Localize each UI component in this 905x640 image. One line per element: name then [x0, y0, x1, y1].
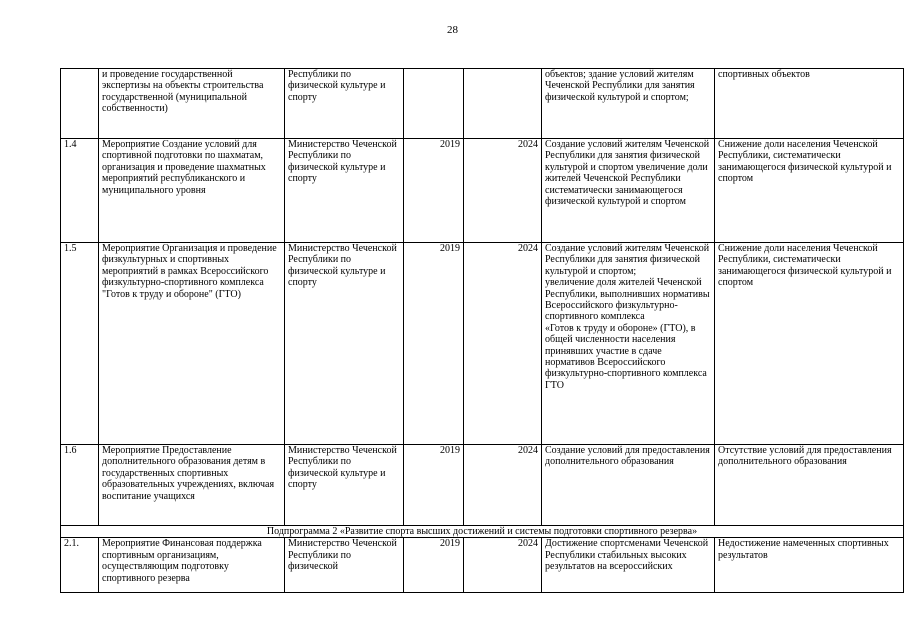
end-year-cell — [464, 69, 542, 139]
row-number-cell — [61, 69, 99, 139]
end-year-cell: 2024 — [464, 243, 542, 445]
expected-result-cell: Создание условий для предоставления дополнительного образования — [542, 445, 715, 526]
event-name-cell: Мероприятие Создание условий для спортивной подготовки по шахматам, организация и проведение шахматных мероприятий республиканского и муниципального уровня — [99, 139, 285, 243]
consequence-cell: Снижение доли населения Чеченской Республики, систематически занимающегося физической культурой и спортом — [715, 139, 904, 243]
executor-cell: Министерство Чеченской Республики по физической — [285, 538, 404, 593]
event-name-cell: Мероприятие Предоставление дополнительного образования детям в государственных спортивных образовательных учреждениях, включая воспитание учащихся — [99, 445, 285, 526]
consequence-cell: Отсутствие условий для предоставления дополнительного образования — [715, 445, 904, 526]
expected-result-cell: Создание условий жителям Чеченской Республики для занятия физической культурой и спортом; увеличение доля жителей Чеченской Республики, выполнивших нормативы Всероссийского физкультурно-спортивного комплекса «Готов к труду и обороне» (ГТО), в общей численности населения принявших участие в сдаче нормативов Всероссийского физкультурно-спортивного комплекса ГТО — [542, 243, 715, 445]
expected-result-cell: Создание условий жителям Чеченской Республики для занятия физической культурой и спортом увеличение доли жителей Чеченской Республики систематически занимающегося физической культурой и спортом — [542, 139, 715, 243]
row-number-cell: 1.4 — [61, 139, 99, 243]
row-number-cell: 2.1. — [61, 538, 99, 593]
executor-cell: Министерство Чеченской Республики по физической культуре и спорту — [285, 445, 404, 526]
row-number-cell: 1.6 — [61, 445, 99, 526]
consequence-cell: Снижение доли населения Чеченской Республики, систематически занимающегося физической культурой и спортом — [715, 243, 904, 445]
start-year-cell — [404, 69, 464, 139]
row-number-cell: 1.5 — [61, 243, 99, 445]
start-year-cell: 2019 — [404, 243, 464, 445]
expected-result-cell: Достижение спортсменами Чеченской Республики стабильных высоких результатов на всероссийских — [542, 538, 715, 593]
event-name-cell: и проведение государственной экспертизы на объекты строительства государственной (муниципальной собственности) — [99, 69, 285, 139]
event-name-cell: Мероприятие Организация и проведение физкультурных и спортивных мероприятий в рамках Всероссийского физкультурно-спортивного комплекса "Готов к труду и обороне" (ГТО) — [99, 243, 285, 445]
subprogram-heading-row — [61, 526, 904, 538]
end-year-cell: 2024 — [464, 445, 542, 526]
start-year-cell: 2019 — [404, 139, 464, 243]
executor-cell: Министерство Чеченской Республики по физической культуре и спорту — [285, 243, 404, 445]
table-row — [61, 139, 904, 243]
event-name-cell: Мероприятие Финансовая поддержка спортивным организациям, осуществляющим подготовку спортивного резерва — [99, 538, 285, 593]
expected-result-cell: объектов; здание условий жителям Чеченской Республики для занятия физической культурой и спортом; — [542, 69, 715, 139]
page-number: 28 — [447, 24, 458, 36]
end-year-cell: 2024 — [464, 139, 542, 243]
executor-cell: Министерство Чеченской Республики по физической культуре и спорту — [285, 139, 404, 243]
program-events-table — [60, 68, 904, 593]
consequence-cell: Недостижение намеченных спортивных результатов — [715, 538, 904, 593]
table-row — [61, 243, 904, 445]
table-row — [61, 445, 904, 526]
executor-cell: Республики по физической культуре и спорту — [285, 69, 404, 139]
end-year-cell: 2024 — [464, 538, 542, 593]
start-year-cell: 2019 — [404, 445, 464, 526]
start-year-cell: 2019 — [404, 538, 464, 593]
consequence-cell: спортивных объектов — [715, 69, 904, 139]
table-row — [61, 69, 904, 139]
table-row — [61, 538, 904, 593]
subprogram-heading: Подпрограмма 2 «Развитие спорта высших достижений и системы подготовки спортивного резерва» — [61, 526, 904, 538]
